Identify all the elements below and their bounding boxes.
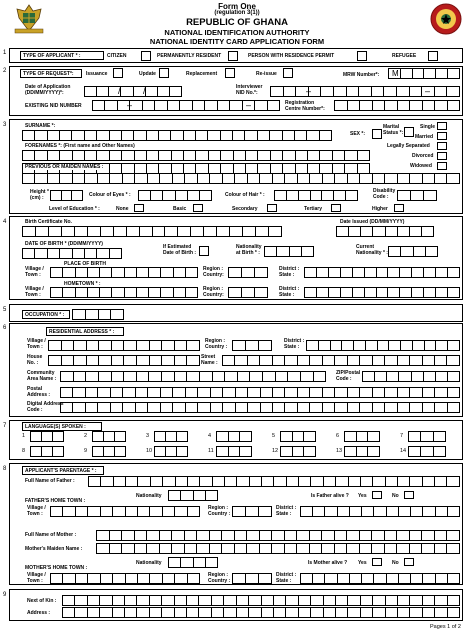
- education-tertiary-checkbox[interactable]: [331, 204, 341, 212]
- forenames-label: FORENAMES *: (First name and Other Names): [25, 143, 135, 149]
- father-country-label: Country :: [208, 511, 231, 517]
- nationality-birth-label: Nationality: [236, 244, 262, 250]
- res-country-label: Country :: [205, 344, 228, 350]
- res-state-label: State :: [284, 344, 300, 350]
- postal-label: Postal: [27, 386, 43, 392]
- education-basic-checkbox[interactable]: [193, 204, 203, 212]
- republic-title: REPUBLIC OF GHANA: [186, 17, 288, 28]
- mrw-number-label: MRW Number*:: [343, 72, 380, 78]
- language-boxes-6[interactable]: [344, 431, 380, 442]
- application-date-boxes[interactable]: [84, 86, 182, 97]
- digital-address-boxes[interactable]: [60, 402, 460, 413]
- res-region-label: Region :: [205, 338, 225, 344]
- birth-state-label: State :: [279, 272, 295, 278]
- parentage-label: APPLICANT'S PARENTAGE * :: [22, 466, 104, 475]
- community-label: Community: [27, 370, 55, 376]
- father-village-boxes[interactable]: [50, 506, 200, 517]
- hometown-region-label: Region :: [203, 286, 223, 292]
- father-alive-no-label: No: [392, 493, 399, 499]
- education-none-label: None: [116, 206, 129, 212]
- date-issued-boxes[interactable]: [336, 226, 434, 237]
- language-boxes-2[interactable]: [92, 431, 126, 442]
- father-alive-yes-label: Yes: [358, 493, 367, 499]
- father-region-boxes[interactable]: [232, 506, 272, 517]
- estimated-dob-label-2: Date of Birth :: [163, 250, 197, 256]
- section-number-5: 5: [3, 307, 7, 313]
- dob-boxes[interactable]: [22, 248, 122, 259]
- hair-colour-label: Colour of Hair * :: [225, 192, 265, 198]
- postal-address-boxes[interactable]: [60, 387, 460, 398]
- language-number-2: 2: [84, 433, 88, 439]
- hometown-district-label: District :: [279, 286, 300, 292]
- birth-village-label: Village /: [25, 266, 44, 272]
- birth-town-label: Town :: [25, 272, 41, 278]
- language-number-10: 10: [146, 448, 153, 454]
- language-boxes-9[interactable]: [92, 446, 126, 457]
- forenames-boxes-1[interactable]: [22, 150, 370, 161]
- father-town-label: Town :: [27, 511, 43, 517]
- language-number-11: 11: [208, 448, 214, 454]
- replacement-checkbox[interactable]: [225, 68, 235, 78]
- father-village-label: Village /: [27, 505, 46, 511]
- birth-region-boxes[interactable]: [228, 267, 268, 278]
- estimated-dob-label: If Estimated: [163, 244, 192, 250]
- res-village-boxes[interactable]: [48, 340, 200, 351]
- existing-dash-2: –: [246, 100, 252, 110]
- divorced-checkbox[interactable]: [437, 152, 447, 160]
- mrw-prefix: M: [392, 69, 399, 78]
- interviewer-nid-boxes[interactable]: [270, 86, 460, 97]
- mother-alive-yes-label: Yes: [358, 560, 367, 566]
- section-number-9: 9: [3, 592, 7, 598]
- existing-nid-boxes[interactable]: [92, 100, 280, 111]
- languages-label: LANGUAGE(S) SPOKEN :: [22, 422, 102, 431]
- nationality-birth-boxes[interactable]: [264, 246, 314, 257]
- mother-name-label: Full Name of Mother :: [25, 532, 77, 538]
- widowed-checkbox[interactable]: [437, 162, 447, 170]
- language-number-7: 7: [400, 433, 404, 439]
- mother-district-boxes[interactable]: [300, 573, 460, 584]
- house-number-boxes[interactable]: [48, 355, 200, 366]
- section-number-7: 7: [3, 423, 7, 429]
- sex-box[interactable]: [372, 129, 382, 139]
- form-name: NATIONAL IDENTITY CARD APPLICATION FORM: [149, 37, 325, 46]
- father-alive-yes-checkbox[interactable]: [372, 491, 382, 499]
- birth-district-label: District :: [279, 266, 300, 272]
- separated-label: Legally Separated: [387, 143, 430, 149]
- education-tertiary-label: Tertiary: [304, 206, 322, 212]
- language-number-14: 14: [400, 448, 407, 454]
- single-label: Single: [420, 124, 436, 130]
- existing-dash-1: –: [127, 100, 133, 110]
- res-region-boxes[interactable]: [232, 340, 272, 351]
- citizen-label: CITIZEN: [107, 53, 127, 59]
- education-secondary-label: Secondary: [232, 206, 258, 212]
- father-name-boxes[interactable]: [88, 476, 460, 487]
- community-boxes[interactable]: [60, 371, 326, 382]
- section-number-2: 2: [3, 68, 7, 74]
- previous-names-label: PREVIOUS OR MAIDEN NAMES :: [25, 164, 104, 170]
- kin-address-label: Address :: [27, 610, 51, 616]
- section-number-8: 8: [3, 466, 7, 472]
- street-name-boxes[interactable]: [222, 355, 460, 366]
- estimated-dob-checkbox[interactable]: [199, 246, 209, 256]
- mother-name-boxes[interactable]: [96, 530, 460, 541]
- father-hometown-label: FATHER'S HOME TOWN :: [25, 498, 86, 504]
- refugee-checkbox[interactable]: [428, 51, 438, 61]
- mother-alive-no-checkbox[interactable]: [404, 558, 414, 566]
- residence-permit-checkbox[interactable]: [357, 51, 367, 61]
- education-label: Level of Education * :: [49, 206, 100, 212]
- interviewer-dash-2: –: [425, 86, 431, 96]
- street-label: Street: [201, 354, 216, 360]
- hometown-state-label: State :: [279, 292, 295, 298]
- hometown-town-label: Town :: [25, 292, 41, 298]
- height-boxes[interactable]: [50, 190, 83, 201]
- authority-title: NATIONAL IDENTIFICATION AUTHORITY: [164, 28, 310, 37]
- house-label: House: [27, 354, 43, 360]
- section-number-1: 1: [3, 50, 7, 56]
- place-of-birth-label: PLACE OF BIRTH: [64, 261, 106, 267]
- education-higher-label: Higher: [372, 206, 388, 212]
- next-of-kin-label: Next of Kin :: [27, 598, 57, 604]
- issuance-label: Issuance: [86, 71, 108, 77]
- language-boxes-3[interactable]: [154, 431, 188, 442]
- language-number-13: 13: [336, 448, 343, 454]
- hometown-village-label: Village /: [25, 286, 44, 292]
- dob-label: DATE OF BIRTH * (DD/MM/YYYY): [25, 241, 103, 247]
- refugee-label: REFUGEE: [392, 53, 417, 59]
- citizen-checkbox[interactable]: [141, 51, 151, 61]
- postal-address-label: Address :: [27, 392, 51, 398]
- language-number-5: 5: [272, 433, 276, 439]
- update-label: Update: [139, 71, 156, 77]
- occupation-label: OCCUPATION * :: [22, 310, 70, 319]
- mother-district-label: District :: [276, 572, 297, 578]
- separated-checkbox[interactable]: [437, 142, 447, 150]
- father-district-boxes[interactable]: [300, 506, 460, 517]
- res-village-label: Village /: [27, 338, 46, 344]
- language-boxes-13[interactable]: [344, 446, 380, 457]
- surname-label: SURNAME *:: [25, 123, 56, 129]
- language-number-6: 6: [336, 433, 340, 439]
- res-district-label: District :: [284, 338, 305, 344]
- eye-colour-label: Colour of Eyes * :: [89, 192, 131, 198]
- previous-names-boxes[interactable]: [22, 173, 460, 184]
- request-type-label: TYPE OF REQUEST*:: [20, 69, 82, 78]
- father-region-label: Region :: [208, 505, 228, 511]
- surname-boxes[interactable]: [22, 130, 332, 141]
- hometown-label: HOMETOWN * :: [64, 281, 101, 287]
- language-boxes-8[interactable]: [30, 446, 64, 457]
- existing-nid-label: EXISTING NID NUMBER: [25, 103, 82, 109]
- education-higher-checkbox[interactable]: [394, 204, 404, 212]
- kin-address-boxes[interactable]: [62, 607, 460, 618]
- zip-code-boxes[interactable]: [362, 371, 460, 382]
- birth-certificate-label: Birth Certificate No.: [25, 219, 72, 225]
- section-number-4: 4: [3, 219, 7, 225]
- mother-alive-yes-checkbox[interactable]: [372, 558, 382, 566]
- language-boxes-4[interactable]: [216, 431, 252, 442]
- occupation-boxes[interactable]: [72, 309, 124, 320]
- applicant-type-label: TYPE OF APPLICANT * :: [20, 51, 104, 60]
- interviewer-label: Interviewer: [236, 84, 263, 90]
- father-nationality-boxes[interactable]: [168, 490, 218, 501]
- hometown-region-boxes[interactable]: [228, 287, 268, 298]
- zip-code-label: Code :: [336, 376, 352, 382]
- language-boxes-11[interactable]: [216, 446, 252, 457]
- mother-hometown-label: MOTHER'S HOME TOWN :: [25, 565, 88, 571]
- disability-label: Disability: [373, 188, 396, 194]
- centre-number-label: Centre Number*:: [285, 106, 325, 112]
- page-indicator: Pages 1 of 2: [430, 624, 461, 630]
- reissue-checkbox[interactable]: [283, 68, 293, 78]
- marital-label: Marital: [383, 124, 400, 130]
- permanent-checkbox[interactable]: [228, 51, 238, 61]
- mother-region-boxes[interactable]: [232, 573, 272, 584]
- height-cm-label: (cm) :: [30, 195, 44, 201]
- section-number-3: 3: [3, 122, 7, 128]
- current-nationality-label-2: Nationality * :: [356, 250, 388, 256]
- current-nationality-boxes[interactable]: [388, 246, 438, 257]
- father-name-label: Full Name of Father :: [25, 478, 75, 484]
- language-boxes-7[interactable]: [408, 431, 446, 442]
- mother-village-boxes[interactable]: [50, 573, 200, 584]
- language-boxes-10[interactable]: [154, 446, 188, 457]
- res-district-boxes[interactable]: [306, 340, 460, 351]
- current-nationality-label: Current: [356, 244, 375, 250]
- married-label: Married: [415, 134, 434, 140]
- mother-country-label: Country :: [208, 578, 231, 584]
- eye-colour-boxes[interactable]: [138, 190, 212, 201]
- next-of-kin-boxes[interactable]: [62, 595, 460, 606]
- mother-town-label: Town :: [27, 578, 43, 584]
- date-application-format: (DD/MM/YYYY)*:: [25, 90, 64, 96]
- date-slash-1: /: [118, 86, 121, 96]
- residence-permit-label: PERSON WITH RESIDENCE PERMIT: [248, 53, 335, 59]
- education-none-checkbox[interactable]: [134, 204, 144, 212]
- permanent-label: PERMANENTLY RESIDENT: [157, 53, 222, 59]
- digital-address-label: Digital Address: [27, 401, 64, 407]
- interviewer-dash-1: –: [306, 86, 312, 96]
- married-checkbox[interactable]: [437, 132, 447, 140]
- language-boxes-1[interactable]: [30, 431, 64, 442]
- res-town-label: Town :: [27, 344, 43, 350]
- digital-code-label: Code :: [27, 407, 43, 413]
- birth-region-label: Region :: [203, 266, 223, 272]
- form-title: Form One: [218, 2, 256, 11]
- update-checkbox[interactable]: [159, 68, 169, 78]
- birth-country-label: Country:: [203, 272, 224, 278]
- language-number-1: 1: [22, 433, 26, 439]
- disability-code-label: Code :: [373, 194, 389, 200]
- language-number-4: 4: [208, 433, 212, 439]
- language-boxes-5[interactable]: [280, 431, 316, 442]
- education-secondary-checkbox[interactable]: [267, 204, 277, 212]
- father-nationality-label: Nationality: [136, 493, 162, 499]
- birth-certificate-boxes[interactable]: [22, 226, 282, 237]
- birth-district-boxes[interactable]: [304, 267, 460, 278]
- mother-state-label: State :: [276, 578, 292, 584]
- community-area-label: Area Name :: [27, 376, 57, 382]
- date-issued-label: Date Issued (DD/MM/YYYY): [340, 219, 405, 225]
- house-no-label: No. :: [27, 360, 39, 366]
- marital-status-box[interactable]: [404, 127, 414, 137]
- mother-alive-label: Is Mother alive ?: [308, 560, 348, 566]
- issuance-checkbox[interactable]: [113, 68, 123, 78]
- language-number-8: 8: [22, 448, 26, 454]
- nationality-birth-label-2: at Birth * :: [236, 250, 260, 256]
- disability-code-boxes[interactable]: [397, 190, 437, 201]
- birth-village-boxes[interactable]: [50, 267, 198, 278]
- father-alive-no-checkbox[interactable]: [404, 491, 414, 499]
- marital-status-label: Status *:: [383, 130, 404, 136]
- date-application-label: Date of Application: [25, 84, 71, 90]
- regulation-text: (regulation 3(1)): [214, 10, 260, 16]
- language-boxes-14[interactable]: [408, 446, 446, 457]
- replacement-label: Replacement: [186, 71, 218, 77]
- residential-address-label: RESIDENTIAL ADDRESS * :: [46, 327, 124, 336]
- hometown-country-label: Country:: [203, 292, 224, 298]
- mother-maiden-boxes[interactable]: [96, 543, 460, 554]
- education-basic-label: Basic: [173, 206, 187, 212]
- mother-nationality-boxes[interactable]: [168, 557, 218, 568]
- section-number-6: 6: [3, 325, 7, 331]
- mother-maiden-label: Mother's Maiden Name :: [25, 546, 83, 552]
- reissue-label: Re-issue: [256, 71, 277, 77]
- father-district-label: District :: [276, 505, 297, 511]
- street-name-label: Name :: [201, 360, 218, 366]
- zip-label: ZIP/Postal: [336, 370, 361, 376]
- language-number-12: 12: [272, 448, 279, 454]
- father-alive-label: Is Father alive ?: [311, 493, 349, 499]
- mother-region-label: Region :: [208, 572, 228, 578]
- centre-number-boxes[interactable]: [334, 100, 460, 111]
- mother-nationality-label: Nationality: [136, 560, 162, 566]
- single-checkbox[interactable]: [437, 122, 447, 130]
- language-number-3: 3: [146, 433, 150, 439]
- father-state-label: State :: [276, 511, 292, 517]
- divorced-label: Divorced: [412, 153, 434, 159]
- height-label: Height *: [30, 189, 49, 195]
- widowed-label: Widowed: [410, 163, 432, 169]
- sex-label: SEX *:: [350, 131, 366, 137]
- date-slash-2: /: [143, 86, 146, 96]
- language-number-9: 9: [84, 448, 88, 454]
- interviewer-nid-label: NID No.*:: [236, 90, 258, 96]
- mother-village-label: Village /: [27, 572, 46, 578]
- language-boxes-12[interactable]: [280, 446, 316, 457]
- hometown-village-boxes[interactable]: [50, 287, 198, 298]
- hometown-district-boxes[interactable]: [304, 287, 460, 298]
- hair-colour-boxes[interactable]: [274, 190, 358, 201]
- registration-label: Registration: [285, 100, 315, 106]
- mother-alive-no-label: No: [392, 560, 399, 566]
